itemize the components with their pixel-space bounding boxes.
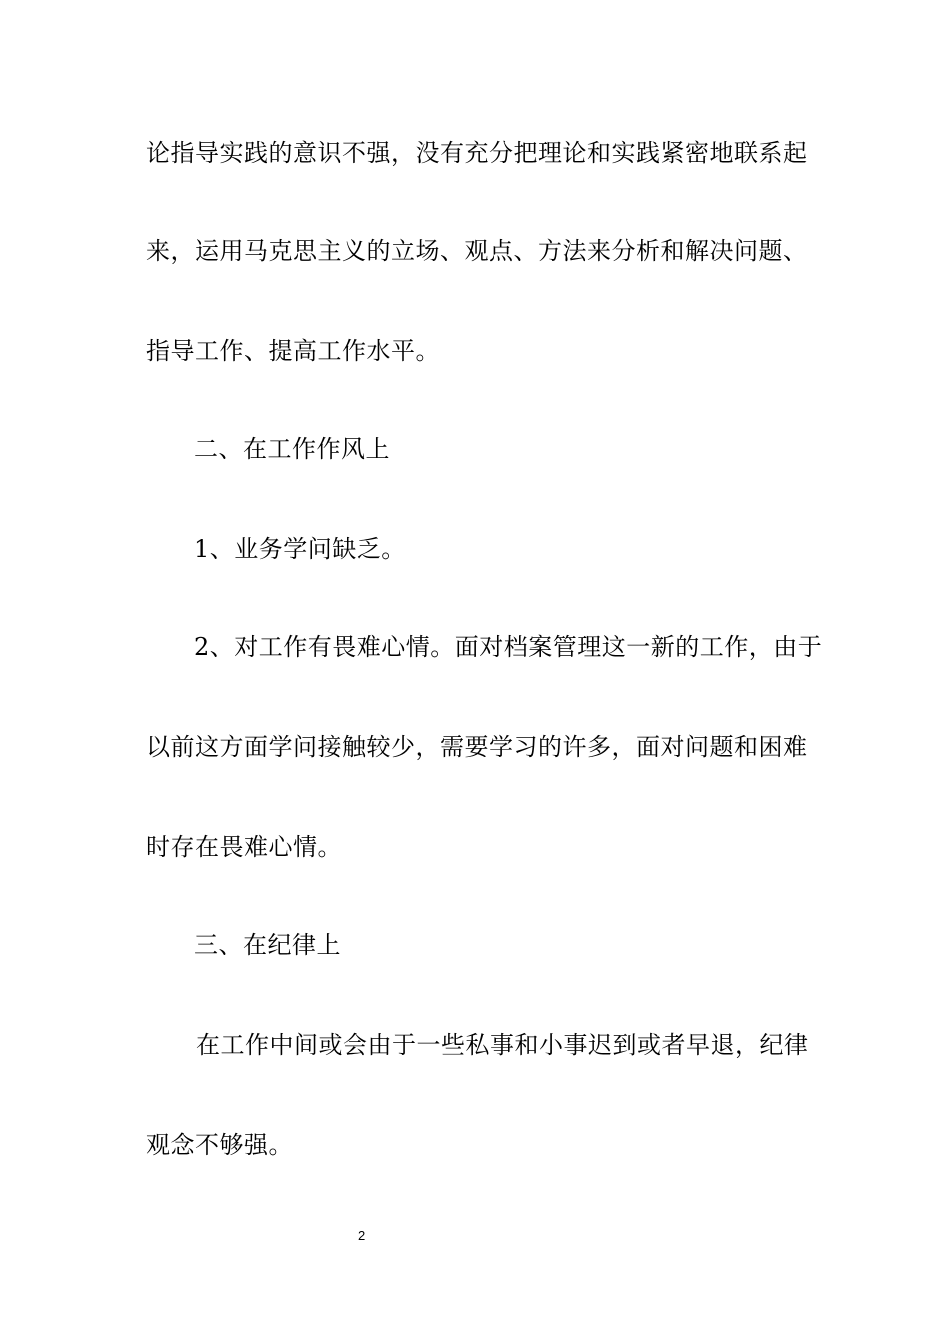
body-text-line: 来，运用马克思主义的立场、观点、方法来分析和解决问题、 [146, 237, 808, 265]
body-text-line: 以前这方面学问接触较少，需要学习的许多，面对问题和困难 [146, 733, 808, 761]
section-heading: 三、在纪律上 [194, 931, 341, 959]
page-number: 2 [358, 1228, 366, 1243]
body-text-line: 指导工作、提高工作水平。 [146, 337, 440, 365]
body-text-line: 在工作中间或会由于一些私事和小事迟到或者早退，纪律 [196, 1031, 809, 1059]
section-heading: 二、在工作作风上 [194, 435, 390, 463]
list-item: 2、对工作有畏难心情。面对档案管理这一新的工作，由于 [194, 633, 823, 661]
body-text-line: 观念不够强。 [146, 1131, 293, 1159]
body-text-line: 时存在畏难心情。 [146, 833, 342, 861]
body-text-line: 论指导实践的意识不强，没有充分把理论和实践紧密地联系起 [146, 139, 808, 167]
list-item: 1、业务学问缺乏。 [194, 535, 406, 563]
